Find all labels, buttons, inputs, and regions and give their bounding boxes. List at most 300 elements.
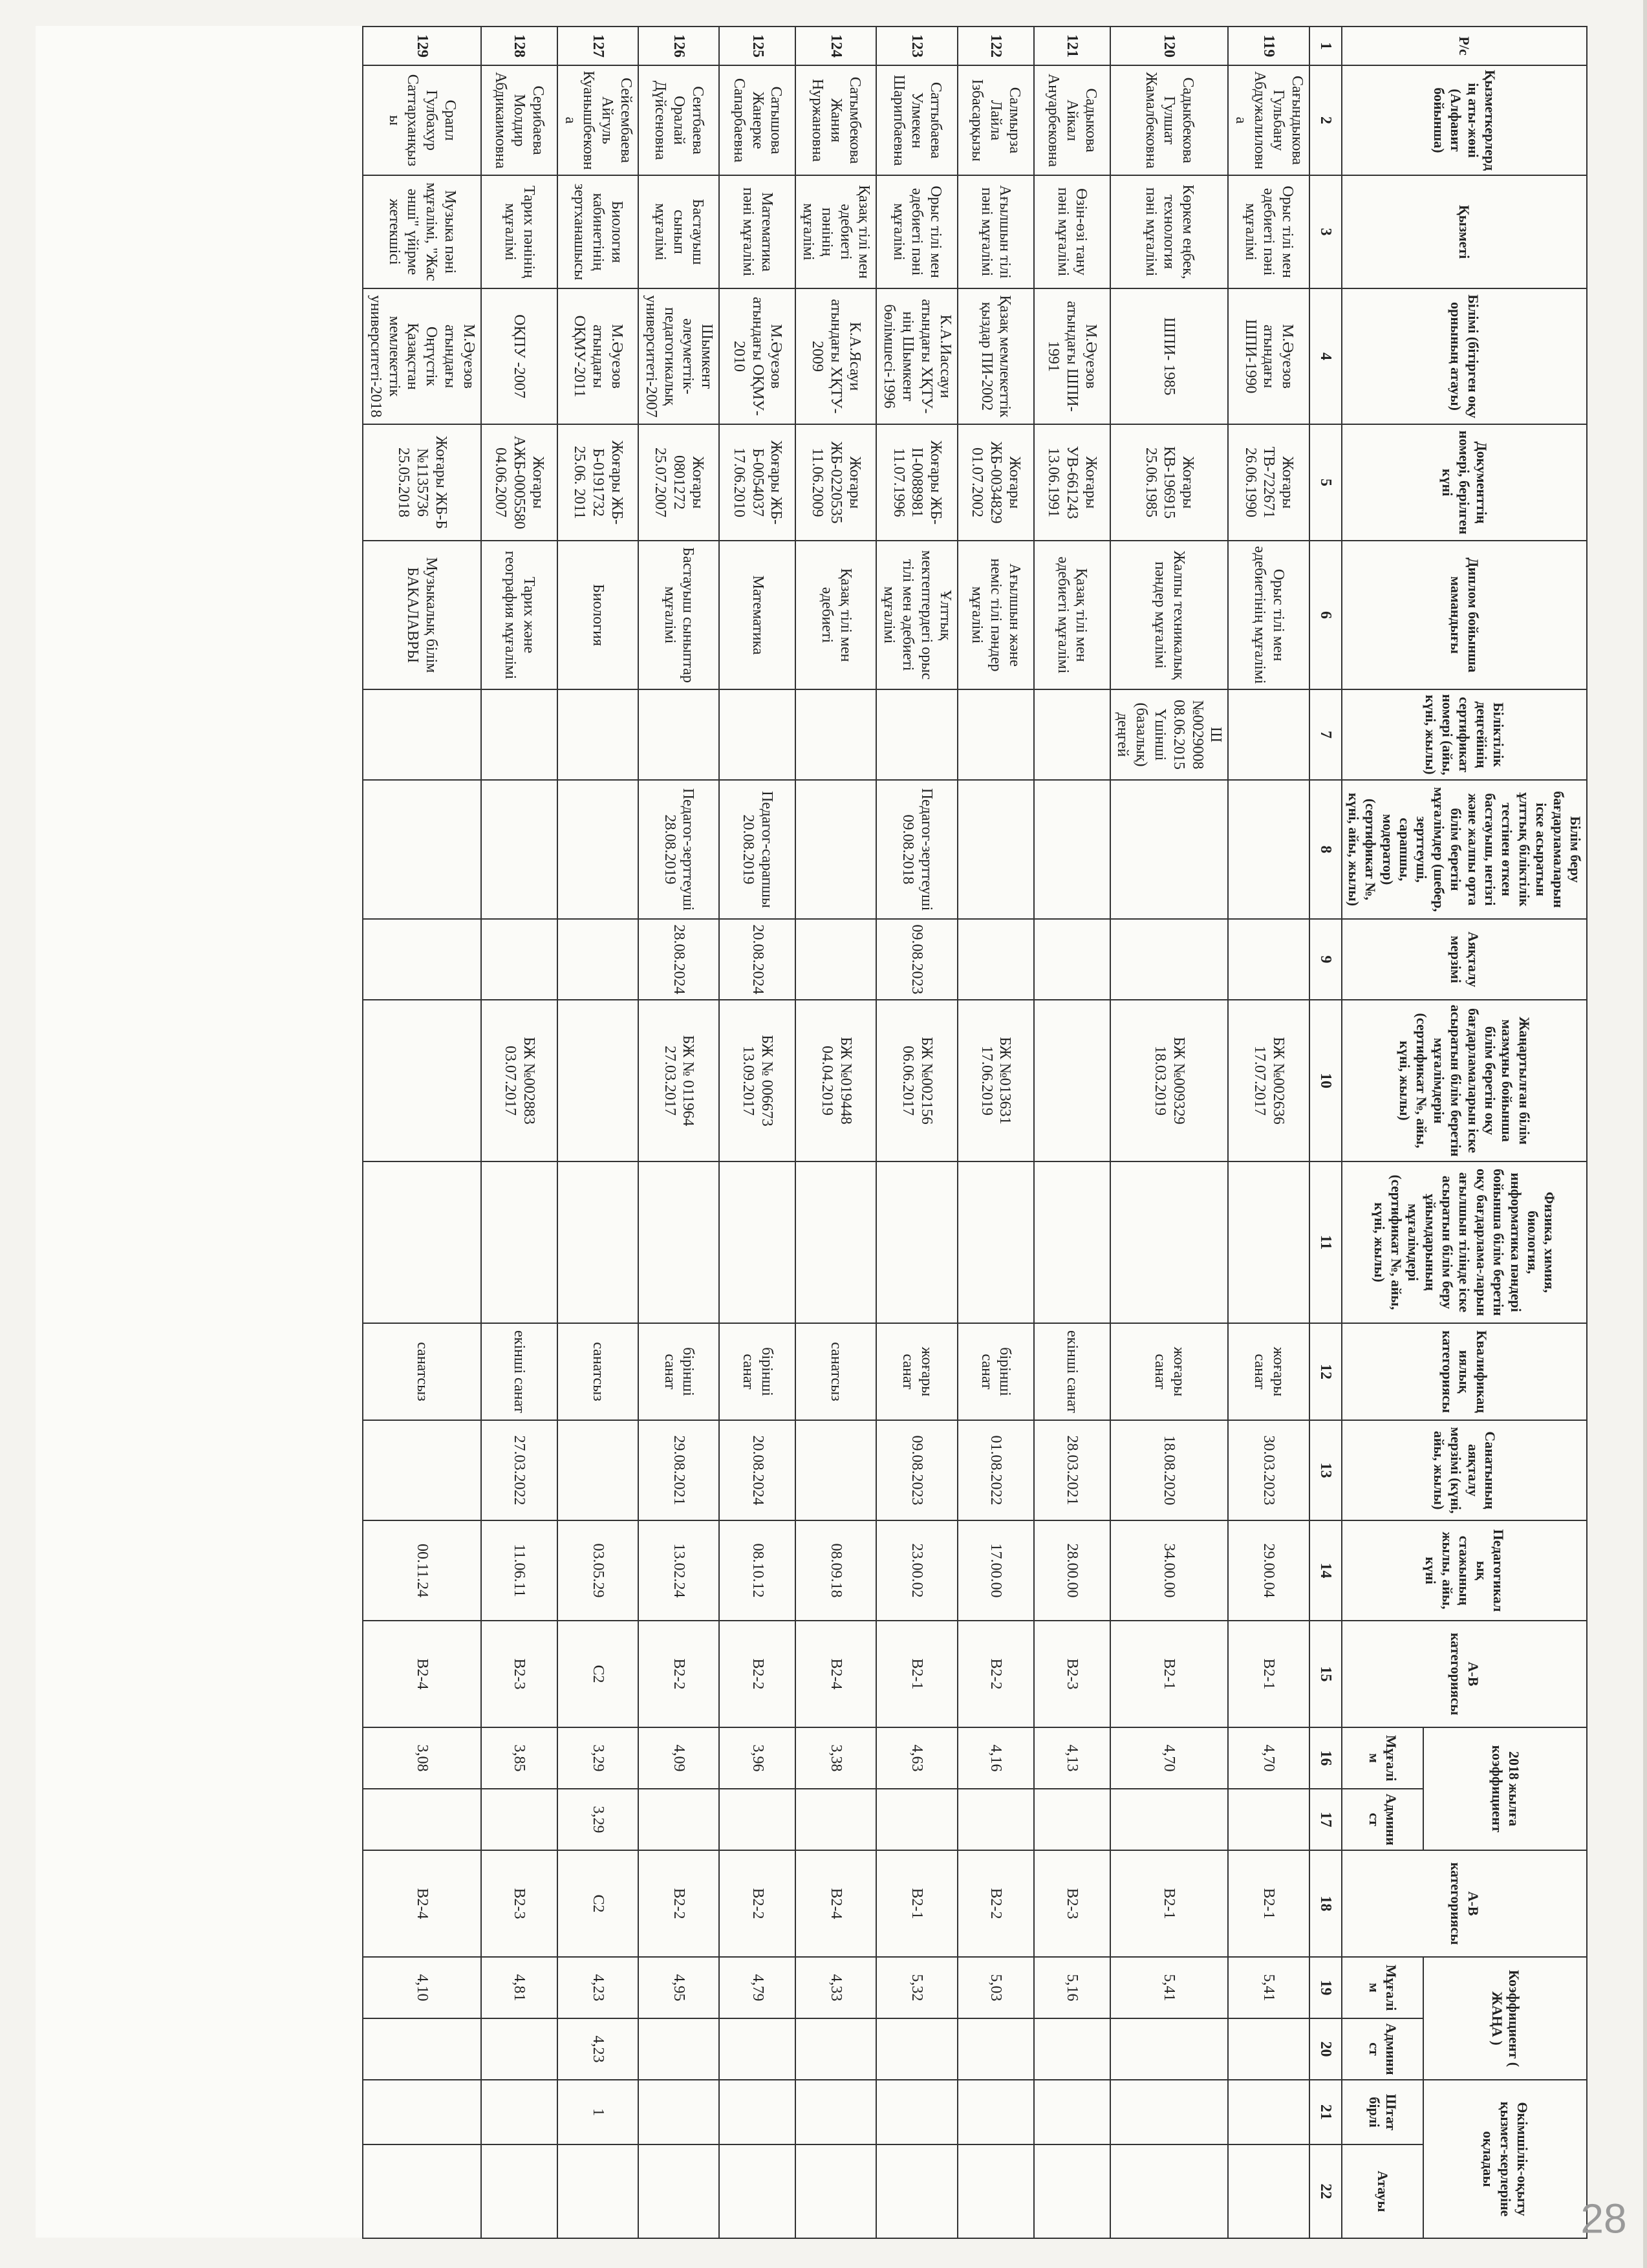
header-col-20: Админист (1342, 2018, 1424, 2080)
education-cell: М.Әуезов атындағы ОҚМУ- 2010 (719, 288, 795, 424)
document-number-cell: Жоғары 0801272 25.07.2007 (638, 424, 719, 541)
column-number: 17 (1309, 1789, 1342, 1850)
diploma-specialty-cell: Музыкалық білім БАКАЛАВРЫ (363, 541, 481, 689)
header-row-group (1423, 27, 1587, 2238)
education-cell: К.А.Ясауи атындағы ХҚТУ- 2009 (795, 288, 876, 424)
end-date-cell (795, 919, 876, 1000)
coef-new-admin-cell (795, 2018, 876, 2080)
education-cell: М.Әуезов атындағы ШПИ- 1991 (1034, 288, 1110, 424)
column-number: 5 (1309, 424, 1342, 541)
header-col-14: Педагогикалық стажының жылы, айы, күні (1342, 1520, 1587, 1621)
pedagogical-experience-cell: 03.05.29 (557, 1520, 638, 1621)
position-cell: Математика пәні мұғалімі (719, 175, 795, 288)
coef-2018-admin-cell (638, 1789, 719, 1850)
end-date-cell (1110, 919, 1229, 1000)
qualification-category-cell: санатсыз (795, 1323, 876, 1420)
staff-title-cell (876, 2144, 957, 2238)
position-cell: Бастауыш сынып мұғалімі (638, 175, 719, 288)
header-col-6: Диплом бойынша мамандығы (1342, 541, 1587, 689)
staff-unit-cell (363, 2080, 481, 2144)
header-col-7: Біліктілік деңгейінің сертификат номері (айы, күні, жылы) (1342, 689, 1587, 780)
end-date-cell: 20.08.2024 (719, 919, 795, 1000)
ab-category-new-cell: В2-4 (795, 1850, 876, 1957)
header-col-22: Атауы (1342, 2144, 1424, 2238)
diploma-specialty-cell: Қазақ тілі мен әдебиеті мұғалімі (1034, 541, 1110, 689)
coef-new-admin-cell (719, 2018, 795, 2080)
coef-new-admin-cell (363, 2018, 481, 2080)
coef-new-teacher-cell: 5,16 (1034, 1957, 1110, 2018)
column-number: 21 (1309, 2080, 1342, 2144)
ab-category-cell: В2-1 (1110, 1621, 1229, 1727)
coef-2018-teacher-cell: 4,63 (876, 1727, 957, 1789)
header-col-15: А-В категориясы (1342, 1621, 1587, 1727)
document-number-cell: Жоғары ЖБ-Б №1135736 25.05.2018 (363, 424, 481, 541)
coef-2018-admin-cell: 3,29 (557, 1789, 638, 1850)
national-test-cell: Педагог-сарапшы 20.08.2019 (719, 780, 795, 919)
updated-content-cert-cell: БЖ №002636 17.07.2017 (1228, 1000, 1309, 1161)
ab-category-new-cell: В2-3 (481, 1850, 557, 1957)
coef-new-teacher-cell: 4,23 (557, 1957, 638, 2018)
document-number-cell: Жоғары АЖБ-0005580 04.06.2007 (481, 424, 557, 541)
diploma-specialty-cell: Жалпы техникалық пәндер мұғалімі (1110, 541, 1229, 689)
table-row (1110, 27, 1229, 2238)
pedagogical-experience-cell: 17.00.00 (958, 1520, 1034, 1621)
ab-category-cell: В2-1 (1228, 1621, 1309, 1727)
national-test-cell (1228, 780, 1309, 919)
position-cell: Өзін-өзі тану пәні мұғалімі (1034, 175, 1110, 288)
qualification-category-cell: жоғары санат (1110, 1323, 1229, 1420)
english-program-cert-cell (795, 1161, 876, 1323)
header-col-4: Білімі (бітірген оқу орнының атауы) (1342, 288, 1587, 424)
coef-2018-admin-cell (876, 1789, 957, 1850)
employee-name-cell: Салмырза Лайла Ізбасарқызы (958, 65, 1034, 175)
ab-category-cell: В2-2 (638, 1621, 719, 1727)
position-cell: Тарих пәнінің мұғалімі (481, 175, 557, 288)
coef-2018-teacher-cell: 3,96 (719, 1727, 795, 1789)
english-program-cert-cell (481, 1161, 557, 1323)
education-cell: М.Әуезов атындағы Оңтүстік Қазақстан мемлекеттік университеті-2018 (363, 288, 481, 424)
page-number: 28 (1580, 2195, 1627, 2242)
diploma-specialty-cell: Тарих және география мұғалімі (481, 541, 557, 689)
qualification-category-cell: бірінші санат (638, 1323, 719, 1420)
position-cell: Ағылшын тілі пәні мұғалімі (958, 175, 1034, 288)
table-row (958, 27, 1034, 2238)
diploma-specialty-cell: Орыс тілі мен әдебиетінің мұғалімі (1228, 541, 1309, 689)
diploma-specialty-cell: Биология (557, 541, 638, 689)
coef-new-admin-cell: 4,23 (557, 2018, 638, 2080)
national-test-cell: Педагог-зерттеуші 28.08.2019 (638, 780, 719, 919)
staff-unit-cell (719, 2080, 795, 2144)
category-end-date-cell (795, 1420, 876, 1520)
table-row (1228, 27, 1309, 2238)
header-col-21: Штат бірлі (1342, 2080, 1424, 2144)
document-number-cell: Жоғары ЖБ-Б-0054037 17.06.2010 (719, 424, 795, 541)
updated-content-cert-cell: БЖ № 006673 13.09.2017 (719, 1000, 795, 1161)
coef-new-teacher-cell: 5,41 (1110, 1957, 1229, 2018)
level-certificate-cell (638, 689, 719, 780)
header-col-18: А-В категориясы (1342, 1850, 1587, 1957)
diploma-specialty-cell: Ұлттық мектептердегі орыс тілі мен әдебиеті мұғалімі (876, 541, 957, 689)
english-program-cert-cell (1228, 1161, 1309, 1323)
category-end-date-cell: 28.03.2021 (1034, 1420, 1110, 1520)
employee-name-cell: Сатышова Жанерке Сапарбаевна (719, 65, 795, 175)
english-program-cert-cell (876, 1161, 957, 1323)
national-test-cell (481, 780, 557, 919)
coef-new-admin-cell (1110, 2018, 1229, 2080)
staff-title-cell (481, 2144, 557, 2238)
column-number: 18 (1309, 1850, 1342, 1957)
coef-new-admin-cell (481, 2018, 557, 2080)
header-group-2018-coef: 2018 жылға коэффициент (1423, 1727, 1587, 1850)
level-certificate-cell (363, 689, 481, 780)
english-program-cert-cell (363, 1161, 481, 1323)
table-row (876, 27, 957, 2238)
table-row (719, 27, 795, 2238)
column-number: 22 (1309, 2144, 1342, 2238)
coef-new-admin-cell (638, 2018, 719, 2080)
coef-new-teacher-cell: 5,32 (876, 1957, 957, 2018)
staff-title-cell (1110, 2144, 1229, 2238)
updated-content-cert-cell: БЖ №013631 17.06.2019 (958, 1000, 1034, 1161)
coef-2018-teacher-cell: 4,09 (638, 1727, 719, 1789)
column-number: 1 (1309, 27, 1342, 65)
national-test-cell (795, 780, 876, 919)
coef-2018-teacher-cell: 3,85 (481, 1727, 557, 1789)
coef-2018-teacher-cell: 3,08 (363, 1727, 481, 1789)
national-test-cell (958, 780, 1034, 919)
qualification-category-cell: бірінші санат (958, 1323, 1034, 1420)
position-cell: Көркем еңбек, технология пәні мұғалімі (1110, 175, 1229, 288)
qualification-category-cell: санатсыз (363, 1323, 481, 1420)
coef-2018-admin-cell (1110, 1789, 1229, 1850)
row-number-cell: 124 (795, 27, 876, 65)
column-number: 16 (1309, 1727, 1342, 1789)
qualification-category-cell: санатсыз (557, 1323, 638, 1420)
staff-title-cell (1228, 2144, 1309, 2238)
staff-title-cell (363, 2144, 481, 2238)
education-cell: М.Әуезов атындағы ШПИ-1990 (1228, 288, 1309, 424)
ab-category-new-cell: В2-4 (363, 1850, 481, 1957)
document-number-cell: Жоғары ЖБ-0220535 11.06.2009 (795, 424, 876, 541)
category-end-date-cell (557, 1420, 638, 1520)
ab-category-new-cell: В2-3 (1034, 1850, 1110, 1957)
employee-name-cell: Сейсембаева Айгуль Куанышбековна (557, 65, 638, 175)
category-end-date-cell: 18.08.2020 (1110, 1420, 1229, 1520)
staff-title-cell (795, 2144, 876, 2238)
ab-category-cell: С2 (557, 1621, 638, 1727)
staff-unit-cell (795, 2080, 876, 2144)
employee-name-cell: Саттыбаева Улмекен Шарипбаевна (876, 65, 957, 175)
pedagogical-experience-cell: 08.09.18 (795, 1520, 876, 1621)
category-end-date-cell: 29.08.2021 (638, 1420, 719, 1520)
staff-unit-cell (1034, 2080, 1110, 2144)
ab-category-cell: В2-4 (363, 1621, 481, 1727)
header-group-admin-staff: Өкімшілік-оқыту қызмет-керлеріне оқладаы (1423, 2080, 1587, 2238)
end-date-cell (481, 919, 557, 1000)
level-certificate-cell (958, 689, 1034, 780)
pedagogical-experience-cell: 08.10.12 (719, 1520, 795, 1621)
updated-content-cert-cell: БЖ № 011964 27.03.2017 (638, 1000, 719, 1161)
column-number: 20 (1309, 2018, 1342, 2080)
column-number: 6 (1309, 541, 1342, 689)
document-number-cell: Жоғары ЖБ-0034829 01.07.2002 (958, 424, 1034, 541)
header-col-9: Аяқталу мерзімі (1342, 919, 1587, 1000)
ab-category-new-cell: С2 (557, 1850, 638, 1957)
employee-name-cell: Садыкбекова Гулшат Жамалбековна (1110, 65, 1229, 175)
row-number-cell: 126 (638, 27, 719, 65)
coef-2018-teacher-cell: 4,70 (1110, 1727, 1229, 1789)
pedagogical-experience-cell: 11.06.11 (481, 1520, 557, 1621)
coef-2018-teacher-cell: 4,70 (1228, 1727, 1309, 1789)
column-number: 14 (1309, 1520, 1342, 1621)
ab-category-new-cell: В2-1 (1228, 1850, 1309, 1957)
end-date-cell (1034, 919, 1110, 1000)
employee-name-cell: Серибаева Молдир Абдикаимовна (481, 65, 557, 175)
staff-title-cell (557, 2144, 638, 2238)
header-col-8: Білім беру бағдарламаларын іске асыратын ұлттық біліктілік тестінен өткен бастауыш, негізгі және жалпы орта білім беретін мұғалімдер (шебер, зерттеуші, сарапшы, модератор) (сертификат №, күні, айы, жылы) (1342, 780, 1587, 919)
qualification-category-cell: жоғары санат (1228, 1323, 1309, 1420)
qualification-category-cell: бірінші санат (719, 1323, 795, 1420)
pedagogical-experience-cell: 34.00.00 (1110, 1520, 1229, 1621)
column-number: 19 (1309, 1957, 1342, 2018)
end-date-cell: 09.08.2023 (876, 919, 957, 1000)
diploma-specialty-cell: Қазақ тілі мен әдебиеті (795, 541, 876, 689)
ab-category-cell: В2-3 (1034, 1621, 1110, 1727)
coef-2018-admin-cell (1034, 1789, 1110, 1850)
header-col-3: Қызметі (1342, 175, 1587, 288)
row-number-cell: 129 (363, 27, 481, 65)
education-cell: Қазақ мемлекеттік қыздар ПИ-2002 (958, 288, 1034, 424)
english-program-cert-cell (638, 1161, 719, 1323)
staff-unit-cell (958, 2080, 1034, 2144)
coef-2018-admin-cell (958, 1789, 1034, 1850)
english-program-cert-cell (1110, 1161, 1229, 1323)
header-col-11: Физика, химия, биология, информатика пәндері бойынша білім беретін оқу бағдарлама-ларын ағылшын тілінде іске асыратын білім беру ұйымдарының мұғалімдері (сертификат №, айы, күні, жылы) (1342, 1161, 1587, 1323)
staff-title-cell (719, 2144, 795, 2238)
category-end-date-cell: 30.03.2023 (1228, 1420, 1309, 1520)
updated-content-cert-cell: БЖ №009329 18.03.2019 (1110, 1000, 1229, 1161)
coef-2018-teacher-cell: 3,29 (557, 1727, 638, 1789)
updated-content-cert-cell (557, 1000, 638, 1161)
pedagogical-experience-cell: 29.00.04 (1228, 1520, 1309, 1621)
staff-unit-cell (1228, 2080, 1309, 2144)
education-cell: ОҚПУ -2007 (481, 288, 557, 424)
end-date-cell (1228, 919, 1309, 1000)
employee-name-cell: Сатымбекова Жания Нуржановна (795, 65, 876, 175)
pedagogical-experience-cell: 00.11.24 (363, 1520, 481, 1621)
column-number-row (1309, 27, 1342, 2238)
staff-register-table (362, 26, 1588, 2239)
coef-2018-admin-cell (1228, 1789, 1309, 1850)
level-certificate-cell: Ш №0029008 08.06.2015 Үшінші (базалық) деңгей (1110, 689, 1229, 780)
column-number: 7 (1309, 689, 1342, 780)
row-number-cell: 128 (481, 27, 557, 65)
coef-2018-teacher-cell: 4,16 (958, 1727, 1034, 1789)
position-cell: Қазақ тілі мен әдебиеті пәнінің мұғалімі (795, 175, 876, 288)
header-col-1: Р/с (1342, 27, 1587, 65)
employee-name-cell: Сағындыкова Гульбану Абдужалиловна (1228, 65, 1309, 175)
scan-edge (1643, 0, 1647, 2268)
end-date-cell: 28.08.2024 (638, 919, 719, 1000)
table-row (638, 27, 719, 2238)
header-col-12: Квалификациялық категориясы (1342, 1323, 1587, 1420)
coef-new-teacher-cell: 4,81 (481, 1957, 557, 2018)
category-end-date-cell: 09.08.2023 (876, 1420, 957, 1520)
table-row (557, 27, 638, 2238)
document-number-cell: Жоғары КВ-196915 25.06.1985 (1110, 424, 1229, 541)
ab-category-cell: В2-1 (876, 1621, 957, 1727)
header-col-17: Админист (1342, 1789, 1424, 1850)
position-cell: Орыс тілі мен әдебиеті пәні мұғалімі (876, 175, 957, 288)
staff-unit-cell: 1 (557, 2080, 638, 2144)
table-row (795, 27, 876, 2238)
updated-content-cert-cell (363, 1000, 481, 1161)
coef-new-teacher-cell: 4,95 (638, 1957, 719, 2018)
document-number-cell: Жоғары ТВ-722671 26.06.1990 (1228, 424, 1309, 541)
header-col-10: Жаңартылған білім мазмұны бойынша білім беретін оқу бағдарламаларын іске асыратын білім беретін мұғалімдерін (сертификат №, айы, күні, жылы) (1342, 1000, 1587, 1161)
ab-category-new-cell: В2-2 (638, 1850, 719, 1957)
row-number-cell: 119 (1228, 27, 1309, 65)
position-cell: Орыс тілі мен әдебиеті пәні мұғалімі (1228, 175, 1309, 288)
header-col-19: Мұғалім (1342, 1957, 1424, 2018)
document-number-cell: Жоғары ЖБ-Б-0191732 25.06. 2011 (557, 424, 638, 541)
pedagogical-experience-cell: 13.02.24 (638, 1520, 719, 1621)
education-cell: ШПИ- 1985 (1110, 288, 1229, 424)
level-certificate-cell (557, 689, 638, 780)
position-cell: Биология кабинетінің зертханашысы (557, 175, 638, 288)
qualification-category-cell: жоғары санат (876, 1323, 957, 1420)
qualification-category-cell: екінші санат (1034, 1323, 1110, 1420)
level-certificate-cell (481, 689, 557, 780)
row-number-cell: 127 (557, 27, 638, 65)
row-number-cell: 122 (958, 27, 1034, 65)
education-cell: Шымкент әлеуметтік-педагогикалық университеті-2007 (638, 288, 719, 424)
english-program-cert-cell (958, 1161, 1034, 1323)
pedagogical-experience-cell: 28.00.00 (1034, 1520, 1110, 1621)
header-col-2: Қызметкерлердің аты-жөні (Алфавит бойынша) (1342, 65, 1587, 175)
ab-category-cell: В2-4 (795, 1621, 876, 1727)
coef-2018-admin-cell (481, 1789, 557, 1850)
end-date-cell (557, 919, 638, 1000)
level-certificate-cell (1034, 689, 1110, 780)
header-col-16: Мұғалім (1342, 1727, 1424, 1789)
document-number-cell: Жоғары ЖБ-ІІ-0088981 11.07.1996 (876, 424, 957, 541)
end-date-cell (958, 919, 1034, 1000)
ab-category-cell: В2-3 (481, 1621, 557, 1727)
updated-content-cert-cell: БЖ №002883 03.07.2017 (481, 1000, 557, 1161)
row-number-cell: 125 (719, 27, 795, 65)
coef-new-admin-cell (1034, 2018, 1110, 2080)
ab-category-new-cell: В2-2 (719, 1850, 795, 1957)
national-test-cell: Педагог-зерттеуші 09.08.2018 (876, 780, 957, 919)
level-certificate-cell (1228, 689, 1309, 780)
employee-name-cell: Садыкова Айкал Ануарбековна (1034, 65, 1110, 175)
column-number: 2 (1309, 65, 1342, 175)
coef-new-teacher-cell: 4,33 (795, 1957, 876, 2018)
ab-category-new-cell: В2-1 (1110, 1850, 1229, 1957)
english-program-cert-cell (719, 1161, 795, 1323)
column-number: 10 (1309, 1000, 1342, 1161)
national-test-cell (1034, 780, 1110, 919)
coef-new-admin-cell (876, 2018, 957, 2080)
coef-new-admin-cell (958, 2018, 1034, 2080)
column-number: 3 (1309, 175, 1342, 288)
english-program-cert-cell (1034, 1161, 1110, 1323)
category-end-date-cell (363, 1420, 481, 1520)
position-cell: Музыка пәні мұғалімі, "Жас әнші" үйірме жетекшісі (363, 175, 481, 288)
updated-content-cert-cell: БЖ №002156 06.06.2017 (876, 1000, 957, 1161)
coef-2018-admin-cell (363, 1789, 481, 1850)
staff-unit-cell (876, 2080, 957, 2144)
header-col-13: Санатының аяқталу мерзімі (күні, айы, жылы) (1342, 1420, 1587, 1520)
staff-unit-cell (1110, 2080, 1229, 2144)
column-number: 8 (1309, 780, 1342, 919)
ab-category-new-cell: В2-1 (876, 1850, 957, 1957)
coef-2018-teacher-cell: 4,13 (1034, 1727, 1110, 1789)
updated-content-cert-cell: БЖ №019448 04.04.2019 (795, 1000, 876, 1161)
level-certificate-cell (719, 689, 795, 780)
updated-content-cert-cell (1034, 1000, 1110, 1161)
table-row (363, 27, 481, 2238)
row-number-cell: 123 (876, 27, 957, 65)
row-number-cell: 121 (1034, 27, 1110, 65)
national-test-cell (557, 780, 638, 919)
column-number: 11 (1309, 1161, 1342, 1323)
coef-new-teacher-cell: 4,79 (719, 1957, 795, 2018)
pedagogical-experience-cell: 23.00.02 (876, 1520, 957, 1621)
diploma-specialty-cell: Ағылшын және неміс тілі пәндер мұғалімі (958, 541, 1034, 689)
ab-category-cell: В2-2 (719, 1621, 795, 1727)
level-certificate-cell (876, 689, 957, 780)
header-col-5: Документтің номері, берілген күні (1342, 424, 1587, 541)
category-end-date-cell: 27.03.2022 (481, 1420, 557, 1520)
coef-new-teacher-cell: 5,03 (958, 1957, 1034, 2018)
staff-rows (363, 27, 1309, 2238)
staff-title-cell (1034, 2144, 1110, 2238)
column-number: 13 (1309, 1420, 1342, 1520)
staff-unit-cell (481, 2080, 557, 2144)
coef-2018-admin-cell (795, 1789, 876, 1850)
employee-name-cell: Сеитбаева Оралай Дүйсеновна (638, 65, 719, 175)
category-end-date-cell: 20.08.2024 (719, 1420, 795, 1520)
staff-unit-cell (638, 2080, 719, 2144)
coef-2018-teacher-cell: 3,38 (795, 1727, 876, 1789)
coef-new-teacher-cell: 4,10 (363, 1957, 481, 2018)
national-test-cell (363, 780, 481, 919)
column-number: 9 (1309, 919, 1342, 1000)
end-date-cell (363, 919, 481, 1000)
diploma-specialty-cell: Математика (719, 541, 795, 689)
staff-register-sheet (36, 26, 1588, 2238)
diploma-specialty-cell: Бастауыш сыныптар мұғалімі (638, 541, 719, 689)
coef-new-teacher-cell: 5,41 (1228, 1957, 1309, 2018)
header-group-new-coef: Коэффициент ( ЖАҢА ) (1423, 1957, 1587, 2080)
column-number: 12 (1309, 1323, 1342, 1420)
row-number-cell: 120 (1110, 27, 1229, 65)
staff-title-cell (638, 2144, 719, 2238)
education-cell: М.Әуезов атындағы ОҚМУ-2011 (557, 288, 638, 424)
national-test-cell (1110, 780, 1229, 919)
category-end-date-cell: 01.08.2022 (958, 1420, 1034, 1520)
ab-category-cell: В2-2 (958, 1621, 1034, 1727)
qualification-category-cell: екінші санат (481, 1323, 557, 1420)
document-number-cell: Жоғары УВ-661243 13.06.1991 (1034, 424, 1110, 541)
employee-name-cell: Срапл Гулбахур Саттарханқызы (363, 65, 481, 175)
column-number: 4 (1309, 288, 1342, 424)
level-certificate-cell (795, 689, 876, 780)
coef-new-admin-cell (1228, 2018, 1309, 2080)
table-row (481, 27, 557, 2238)
